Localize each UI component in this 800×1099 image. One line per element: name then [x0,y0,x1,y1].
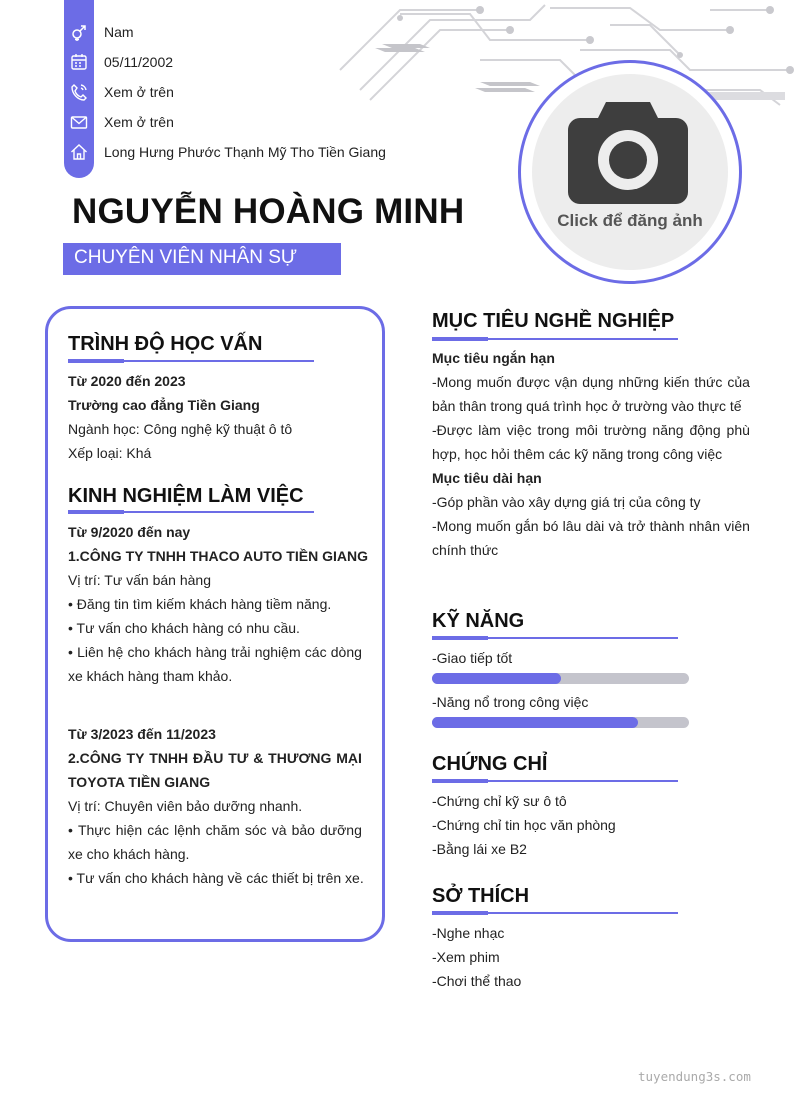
word: động [689,422,721,438]
phone-value: Xem ở trên [104,84,174,100]
objective-short-2-line-2: hợp, học hỏi thêm các kỹ năng trong công việc [432,446,723,462]
home-icon [70,143,88,161]
job1-duty-3-line-1 [68,644,362,660]
job2-position: Vị trí: Chuyên viên bảo dưỡng nhanh. [68,798,303,814]
birthdate-value: 05/11/2002 [104,54,174,70]
word: dụng [582,374,614,390]
job2-duty-1-line-1 [68,822,362,838]
education-underline [68,360,314,362]
word: • [68,644,73,660]
word: dài [585,518,605,534]
hobby-item: -Nghe nhạc [432,925,505,941]
word: năng [652,422,684,438]
experience-underline [68,511,314,513]
mail-icon [70,113,88,131]
photo-upload-label[interactable]: Click để đăng ảnh [557,211,703,230]
skills-title: KỸ NĂNG [432,610,525,632]
word: sóc [244,822,267,838]
word: việc [506,422,532,438]
word: TY [126,750,145,766]
word: khách [154,644,192,660]
objective-long-label: Mục tiêu dài hạn [432,470,542,486]
job2-duty-2: • Tư vấn cho khách hàng về các thiết bị trên xe. [68,870,364,886]
word: dòng [330,644,362,660]
word: THƯƠNG [268,750,332,766]
objective-short-1-line-1 [432,374,750,390]
hobby-item: -Chơi thể thao [432,973,522,989]
word: chăm [205,822,240,838]
word: môi [575,422,598,438]
skill-label: -Giao tiếp tốt [432,650,513,666]
job2-duty-1-line-2: xe cho khách hàng. [68,846,190,862]
word: bảo [291,822,315,838]
word: các [147,822,170,838]
gender-value: Nam [104,24,134,40]
education-title: TRÌNH ĐỘ HỌC VẤN [68,333,263,355]
word: muốn [475,518,511,534]
word: những [618,374,659,390]
calendar-icon [70,53,88,71]
education-school: Trường cao đẳng Tiền Giang [68,397,260,413]
objective-title: MỤC TIÊU NGHỀ NGHIỆP [432,310,675,332]
job1-company: 1.CÔNG TY TNHH THACO AUTO TIỀN GIANG [68,548,368,564]
word: lâu [562,518,582,534]
job1-duty-3-line-2: xe khách hàng tham khảo. [68,668,233,684]
word: cho [127,644,151,660]
word: và [271,822,287,838]
job1-duty-1: • Đăng tin tìm kiếm khách hàng tiềm năng. [68,596,332,612]
word: hiện [115,822,143,838]
word: thành [649,518,685,534]
word: Thực [77,822,111,838]
word: & [253,750,264,766]
camera-icon[interactable] [568,102,688,204]
education-major: Ngành học: Công nghệ kỹ thuật ô tô [68,421,293,437]
hobbies-underline [432,912,678,914]
word: bó [542,518,559,534]
word: trải [231,644,251,660]
word: trở [627,518,646,534]
address-value: Long Hưng Phước Thạnh Mỹ Tho Tiền Giang [104,144,386,160]
word: -Mong [432,374,472,390]
word: -Mong [432,518,472,534]
skill-bar-fill [432,673,561,684]
word: trường [603,422,647,438]
email-value: Xem ở trên [104,114,174,130]
education-period: Từ 2020 đến 2023 [68,373,186,389]
word: của [727,374,750,390]
word: dưỡng [319,822,362,838]
job2-company-line-2: TOYOTA TIỀN GIANG [68,774,211,790]
word: TNHH [149,750,189,766]
hobby-item: -Xem phim [432,949,500,965]
certificates-underline [432,780,678,782]
skill-label: -Năng nổ trong công việc [432,694,589,710]
job2-period: Từ 3/2023 đến 11/2023 [68,726,216,742]
word: làm [478,422,501,438]
skill-bar-track [432,673,689,684]
word: muốn [476,374,512,390]
word: -Được [432,422,473,438]
word: viên [724,518,750,534]
word: 2.CÔNG [68,750,122,766]
objective-long-1: -Góp phần vào xây dựng giá trị của công ty [432,494,701,510]
word: hệ [107,644,124,660]
word: kiến [663,374,690,390]
word: lệnh [174,822,201,838]
word: thức [694,374,723,390]
word: được [516,374,550,390]
certificates-title: CHỨNG CHỈ [432,753,548,775]
word: ĐẦU [193,750,224,766]
objective-short-2-line-1 [432,422,750,438]
job1-period: Từ 9/2020 đến nay [68,524,191,540]
experience-title: KINH NGHIỆM LÀM VIỆC [68,485,304,507]
word: phù [726,422,750,438]
full-name: NGUYỄN HOÀNG MINH [72,192,465,231]
certificate-item: -Bằng lái xe B2 [432,841,527,857]
phone-icon [70,83,88,101]
job-title-banner: CHUYÊN VIÊN NHÂN SỰ [63,243,341,275]
skill-bar-fill [432,717,638,728]
job1-duty-2: • Tư vấn cho khách hàng có nhu cầu. [68,620,300,636]
certificate-item: -Chứng chỉ tin học văn phòng [432,817,616,833]
objective-short-1-line-2: bản thân trong quá trình học ở trường vào thực tế [432,398,742,414]
skill-bar-track [432,717,689,728]
word: Liên [77,644,104,660]
word: nghiệm [254,644,301,660]
job2-company-line-1 [68,750,362,766]
word: trong [537,422,570,438]
job1-position: Vị trí: Tư vấn bán hàng [68,572,211,588]
skills-underline [432,637,678,639]
education-grade: Xếp loại: Khá [68,445,152,461]
word: nhân [688,518,721,534]
objective-long-2-line-2: chính thức [432,542,499,558]
word: các [304,644,327,660]
objective-long-2-line-1 [432,518,750,534]
word: TƯ [228,750,249,766]
certificate-item: -Chứng chỉ kỹ sư ô tô [432,793,567,809]
objective-short-label: Mục tiêu ngắn hạn [432,350,555,366]
word: MẠI [336,750,362,766]
gender-icon [70,23,88,41]
objective-underline [432,338,678,340]
hobbies-title: SỞ THÍCH [432,885,530,907]
word: và [608,518,624,534]
word: • [68,822,73,838]
word: gắn [515,518,539,534]
word: vận [554,374,578,390]
site-watermark: tuyendung3s.com [638,1069,751,1084]
word: hàng [195,644,227,660]
